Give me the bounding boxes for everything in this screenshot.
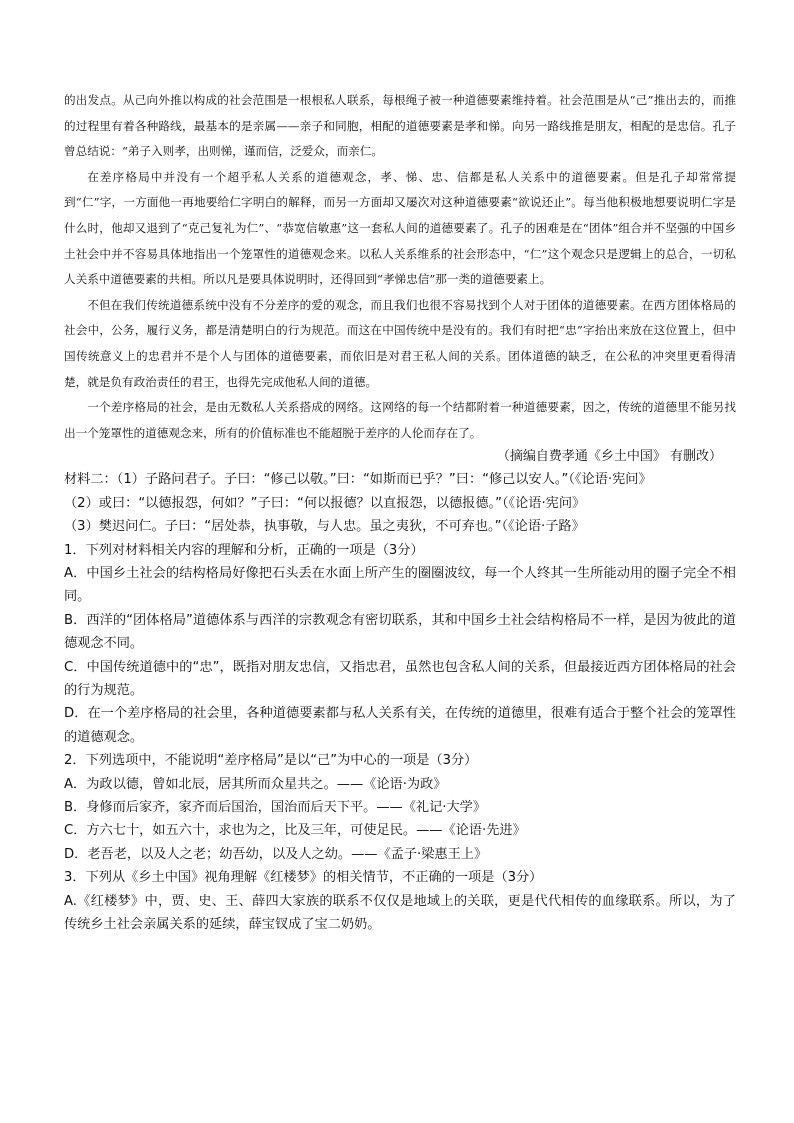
question-3-stem: 3．下列从《乡土中国》视角理解《红楼梦》的相关情节，不正确的一项是（3分） [64,870,543,886]
question-1-option-c: C．中国传统道德中的“忠”，既指对朋友忠信，又指忠君，虽然也包含私人间的关系，但最接近西方团体格局的社会的行为规范。 [64,659,736,698]
question-1-option-d: D．在一个差序格局的社会里，各种道德要素都与私人关系有关，在传统的道德里，很难有适合于整个社会的笼罩性的道德观念。 [64,706,736,745]
question-2-option-d: D．老吾老，以及人之老；幼吾幼，以及人之幼。——《孟子·梁惠王上》 [64,846,488,862]
question-2-option-a: A．为政以德，曾如北辰，居其所而众星共之。——《论语·为政》 [64,776,447,792]
source-citation: （摘编自费孝通《乡土中国》 有删改） [496,449,722,465]
material2-item-3: （3）樊迟问仁。子曰：“居处恭，执事敬，与人忠。虽之夷狄，不可弃也。”（《论语·子路》 [64,519,585,535]
question-2-stem: 2．下列选项中，不能说明“差序格局”是以“己”为中心的一项是（3分） [64,753,478,769]
document-page [64,88,736,936]
material2-item-2: （2）或曰：“以德报怨，何如？”子曰：“何以报德？以直报怨，以德报德。”（《论语·宪问》 [64,495,586,511]
question-3-option-a: A.《红楼梦》中，贾、史、王、薛四大家族的联系不仅仅是地域上的关联，更是代代相传的血缘联系。所以，为了传统乡土社会亲属关系的延续，薛宝钗成了宝二奶奶。 [64,893,736,933]
passage-paragraph-3: 不但在我们传统道德系统中没有不分差序的爱的观念，而且我们也很不容易找到个人对于团体的道德要素。在西方团体格局的社会中，公务，履行义务，都是清楚明白的行为规范。而这在中国传统中是没有的。我们有时把“忠”字抬出来放在这位置上，但中国传统意义上的忠君并不是个人与团体的道德要素，而依旧是对君王私人间的关系。团体道德的缺乏，在公私的冲突里更看得清楚，就是负有政治责任的君王，也得先完成他私人间的道德。 [64,297,736,389]
question-2-option-c: C．方六七十，如五六十，求也为之，比及三年，可使足民。——《论语·先进》 [64,823,526,839]
question-1-stem: 1．下列对材料相关内容的理解和分析，正确的一项是（3分） [64,542,424,558]
passage-paragraph-2: 在差序格局中并没有一个超乎私人关系的道德观念，孝、悌、忠、信都是私人关系中的道德要素。但是孔子却常常提到“仁”字，一方面他一再地要给仁字明白的解释，而另一方面却又屡次对这种道德要素“欲说还止”。每当他积极地想要说明仁字是什么时，他却又退到了“克己复礼为仁”、“恭宽信敏惠”这一套私人间的道德要素了。孔子的困难是在“团体”组合并不坚强的中国乡土社会中并不容易具体地指出一个笼罩性的道德观念来。以私人关系维系的社会形态中，“仁”这个观念只是逻辑上的总合，一切私人关系中道德要素的共相。所以凡是要具体说明时，还得回到“孝悌忠信”那一类的道德要素上。 [64,169,736,287]
question-1-option-a: A．中国乡土社会的结构格局好像把石头丢在水面上所产生的圈圈波纹，每一个人终其一生所能动用的圈子完全不相同。 [64,565,736,605]
question-2-option-b: B．身修而后家齐，家齐而后国治，国治而后天下平。——《礼记·大学》 [64,800,487,815]
passage-paragraph-4: 一个差序格局的社会，是由无数私人关系搭成的网络。这网络的每一个结都附着一种道德要素，因之，传统的道德里不能另找出一个笼罩性的道德观念来，所有的价值标准也不能超脱于差序的人伦而存在了。 [64,400,736,440]
passage-paragraph-1: 的出发点。从己向外推以构成的社会范围是一根根私人联系，每根绳子被一种道德要素维持着。社会范围是从“己”推出去的，而推的过程里有着各种路线，最基本的是亲属——亲子和同胞，相配的道德要素是孝和悌。向另一路线推是朋友，相配的是忠信。孔子曾总结说：“弟子入则孝，出则悌，谨而信，泛爱众，而亲仁。 [64,93,736,159]
material2-item-1: 材料二：（1）子路问君子。子曰：“修己以敬。”曰：“如斯而已乎？”曰：“修己以安人。”（《论语·宪问》 [64,472,652,488]
question-1-option-b: B．西洋的“团体格局”道德体系与西洋的宗教观念有密切联系，其和中国乡土社会结构格局不一样，是因为彼此的道德观念不同。 [64,612,736,652]
